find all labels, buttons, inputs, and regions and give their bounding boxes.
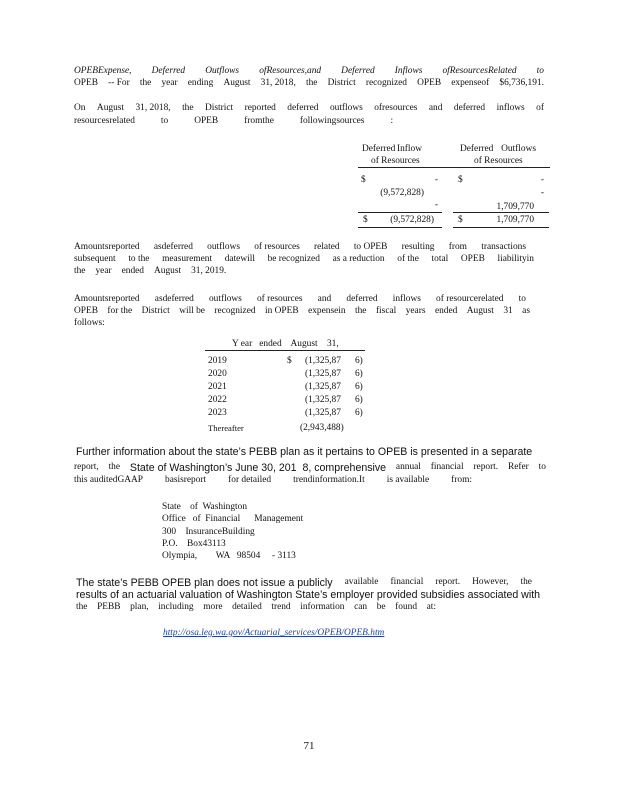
word: outflows <box>329 103 363 113</box>
word: asdeferred <box>154 294 194 304</box>
word: OPEB <box>74 78 98 88</box>
word: as a reduction <box>332 254 385 264</box>
word: Deferred <box>341 66 375 76</box>
p3-line2 <box>74 254 534 264</box>
word: at: <box>426 602 436 612</box>
row1-c2-dollar: $ <box>458 175 463 185</box>
word: 31, 2019. <box>191 266 227 276</box>
p2-line1 <box>74 103 544 113</box>
word: District <box>141 306 170 316</box>
word: measurement <box>162 254 213 264</box>
word: the <box>305 78 318 88</box>
word: OPEB <box>194 116 219 126</box>
word: inflows <box>496 103 525 113</box>
word: recognized <box>365 78 407 88</box>
row2-c2-value: - <box>540 188 544 198</box>
deferred-header-rule <box>358 167 550 168</box>
p2-line2 <box>74 116 544 126</box>
word: 31 <box>503 306 513 316</box>
word: trendinformation.It <box>293 475 365 485</box>
row2-c1-value: (9,572,828) <box>380 188 424 198</box>
p1-line1 <box>74 66 544 76</box>
year-2023-amount: (1,325,87 6) <box>305 408 363 418</box>
word: resulting <box>401 242 435 252</box>
word: of <box>536 103 544 113</box>
word: report. <box>435 577 461 587</box>
opeb-valuation-link[interactable]: http://osa.leg.wa.gov/Actuarial_services/OPEB/OPEB.htm <box>163 628 385 638</box>
word: the <box>108 462 121 472</box>
word: and <box>428 103 443 113</box>
word: plan, <box>130 602 149 612</box>
year-2019: 2019 <box>208 356 227 366</box>
word: asdeferred <box>153 242 193 252</box>
word: financial <box>430 462 464 472</box>
word: of resources <box>256 294 303 304</box>
word: OPEB <box>460 254 485 264</box>
p6-line1 <box>76 577 532 589</box>
word: ofResources,and <box>259 66 322 76</box>
word: be recognized <box>267 254 320 264</box>
row1-c1-value: - <box>434 175 438 185</box>
word: $6,736,191. <box>499 78 544 88</box>
word: annual <box>395 462 421 472</box>
word: years <box>405 306 426 316</box>
word: to the <box>128 254 150 264</box>
total-c2-value: 1,709,770 <box>496 215 534 225</box>
word: the <box>520 577 532 587</box>
word: However, <box>472 577 509 587</box>
word: the <box>182 103 194 113</box>
word: detailed <box>232 602 262 612</box>
word: the <box>76 602 88 612</box>
deferred-bottom-rule-2 <box>453 227 549 228</box>
row3-c2-value: 1,709,770 <box>496 202 534 212</box>
address-line: Olympia, WA 98504 - 3113 <box>162 551 296 561</box>
p5-line1: Further information about the state’s PEBB plan as it pertains to OPEB is presented in a separate <box>76 446 533 458</box>
word: including <box>158 602 194 612</box>
word: ofResourcesRelated <box>442 66 517 76</box>
word: outflows <box>208 294 242 304</box>
deferred-col2-subheader: of Resources <box>474 156 523 166</box>
year-2019-amount: (1,325,87 6) <box>305 356 363 366</box>
word: Refer <box>507 462 529 472</box>
word: information <box>300 602 345 612</box>
word: to OPEB <box>353 242 388 252</box>
year-2020: 2020 <box>208 369 227 379</box>
word: is available <box>386 475 430 485</box>
word: Amountsreported <box>74 294 140 304</box>
deferred-col2-header <box>460 144 536 154</box>
word: in OPEB <box>265 306 299 316</box>
word: transactions <box>481 242 526 252</box>
word: resourcesrelated <box>74 116 135 126</box>
word: fiscal <box>375 306 397 316</box>
word: OPEBExpense, <box>74 66 132 76</box>
total-c2-dollar: $ <box>458 215 463 225</box>
year-table-header-rule <box>205 350 365 351</box>
p6-line2: results of an actuarial valuation of Washington State’s employer provided subsidies associated with <box>76 589 541 601</box>
year-2022-amount: (1,325,87 6) <box>305 395 363 405</box>
word: the <box>74 266 86 276</box>
total-c1-dollar: $ <box>363 215 368 225</box>
word: subsequent <box>74 254 116 264</box>
word: year <box>161 78 178 88</box>
word: recognized <box>214 306 256 316</box>
word: of the <box>397 254 419 264</box>
word: OPEB <box>417 78 442 88</box>
word: Inflows <box>394 66 423 76</box>
word: report. <box>473 462 499 472</box>
total-c1-value: (9,572,828) <box>390 215 434 225</box>
word: will be <box>179 306 205 316</box>
address-line: Office of Financial Management <box>162 514 304 524</box>
p4-line3: follows: <box>74 318 105 328</box>
p3-line3 <box>74 266 544 276</box>
p3-line1 <box>74 242 526 252</box>
word: can <box>354 602 368 612</box>
year-2023: 2023 <box>208 408 227 418</box>
address-line: P.O. Box43113 <box>162 539 226 549</box>
word: OPEB <box>74 306 98 316</box>
year-thereafter-amount: (2,943,488) <box>300 423 344 433</box>
word: The state’s PEBB OPEB plan does not issue a publicly <box>76 577 333 589</box>
word: liabilityin <box>497 254 534 264</box>
word: from: <box>451 475 472 485</box>
word: ending <box>187 78 214 88</box>
p4-line1 <box>74 294 526 304</box>
word: from <box>448 242 467 252</box>
word: for the <box>107 306 133 316</box>
word: ofresources <box>374 103 418 113</box>
word: PEBB <box>97 602 121 612</box>
word: year <box>95 266 112 276</box>
word: available <box>344 577 379 587</box>
col2-header-word: Deferred <box>460 144 494 154</box>
address-line: State of Washington <box>162 502 248 512</box>
word: be <box>376 602 386 612</box>
word: deferred <box>453 103 486 113</box>
col1-header-word: Deferred <box>362 144 396 154</box>
word: total <box>431 254 449 264</box>
col2-header-word: Outflows <box>501 144 536 154</box>
word: financial <box>390 577 424 587</box>
word: for detailed <box>228 475 272 485</box>
word: to <box>518 294 526 304</box>
word: of resourcerelated <box>436 294 504 304</box>
word: : <box>390 116 394 126</box>
word: as <box>522 306 530 316</box>
word: followingsources <box>299 116 365 126</box>
word: trend <box>271 602 291 612</box>
word: -- For <box>108 78 130 88</box>
word: August <box>96 103 125 113</box>
year-2020-amount: (1,325,87 6) <box>305 369 363 379</box>
row1-c2-value: - <box>540 175 544 185</box>
year-thereafter: Thereafter <box>208 423 244 433</box>
year-table-header: Y ear ended August 31, <box>232 339 339 349</box>
word: 31, 2018, <box>260 78 296 88</box>
word: to <box>538 462 546 472</box>
word: this auditedGAAP <box>74 475 144 485</box>
deferred-col1-header <box>362 144 422 154</box>
year-2022: 2022 <box>208 395 227 405</box>
word: fromthe <box>244 116 274 126</box>
row3-c1-value: - <box>434 200 438 210</box>
word: August <box>223 78 251 88</box>
word: On <box>74 103 86 113</box>
word: State of Washington’s June 30, 201 8, comprehensive <box>129 462 387 474</box>
word: the <box>139 78 152 88</box>
word: ended <box>434 306 458 316</box>
address-line: 300 InsuranceBuilding <box>162 527 255 537</box>
p6-line3 <box>76 602 436 612</box>
word: Amountsreported <box>74 242 140 252</box>
word: reported <box>244 103 276 113</box>
year-2021: 2021 <box>208 382 227 392</box>
word: outflows <box>207 242 240 252</box>
word: to <box>160 116 169 126</box>
p5-line2 <box>74 462 546 474</box>
word: inflows <box>392 294 421 304</box>
word: August <box>466 306 494 316</box>
word: of resources <box>254 242 300 252</box>
word: deferred <box>346 294 378 304</box>
word: report, <box>74 462 99 472</box>
word: August <box>154 266 182 276</box>
word: ended <box>121 266 144 276</box>
word: to <box>536 66 544 76</box>
word: 31, 2018, <box>135 103 171 113</box>
page-number: 71 <box>303 740 315 752</box>
deferred-bottom-rule-1 <box>358 227 442 228</box>
word: and <box>317 294 332 304</box>
word: Deferred <box>151 66 186 76</box>
word: District <box>205 103 234 113</box>
row1-c1-dollar: $ <box>361 175 366 185</box>
word: found <box>395 602 418 612</box>
deferred-total-rule-2 <box>453 212 549 213</box>
word: expenseof <box>451 78 490 88</box>
word: more <box>203 602 223 612</box>
word: deferred <box>287 103 319 113</box>
word: datewill <box>224 254 255 264</box>
year-2019-dollar: $ <box>287 356 292 366</box>
p4-line2 <box>74 306 530 316</box>
word: basisreport <box>165 475 207 485</box>
p5-line3 <box>74 475 544 485</box>
col1-header-word: Inflow <box>397 144 422 154</box>
word: Outflows <box>205 66 240 76</box>
deferred-total-rule-1 <box>358 212 442 213</box>
word: District <box>327 78 356 88</box>
deferred-col1-subheader: of Resources <box>371 156 420 166</box>
word: expensein <box>308 306 346 316</box>
p1-line2 <box>74 78 544 88</box>
word: related <box>314 242 340 252</box>
word: the <box>355 306 367 316</box>
year-2021-amount: (1,325,87 6) <box>305 382 363 392</box>
